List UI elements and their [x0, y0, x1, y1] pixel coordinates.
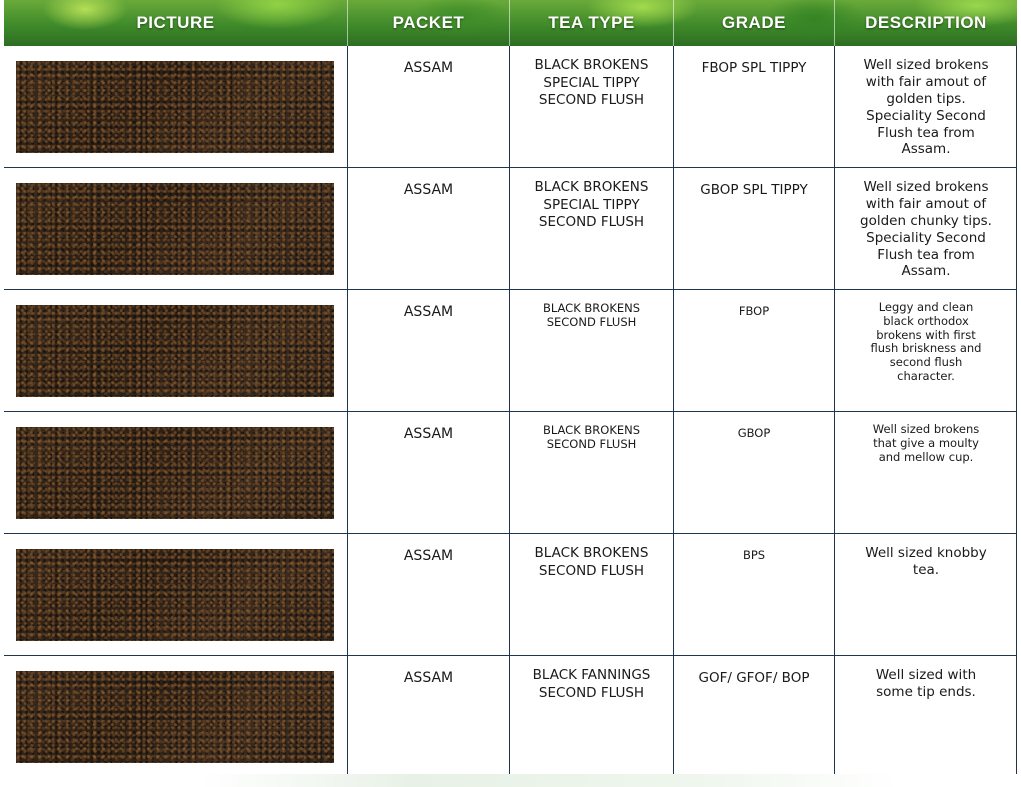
description-line: Well sized brokens — [872, 422, 980, 436]
grade-cell — [674, 670, 834, 687]
grade-value: GOF/ GFOF/ BOP — [698, 670, 810, 686]
grade-cell — [674, 548, 834, 562]
description-line: Well sized brokens — [863, 57, 989, 73]
table-header — [4, 0, 1017, 46]
tea-type-line: SECOND FLUSH — [538, 562, 645, 579]
tea-type-cell — [510, 423, 673, 452]
description-line: golden tips. — [886, 90, 966, 107]
packet-name: ASSAM — [403, 304, 454, 320]
description-line: with fair amout of — [865, 195, 987, 212]
tea-type-line: SECOND FLUSH — [546, 315, 637, 330]
description-cell — [835, 301, 1017, 384]
packet-name: ASSAM — [403, 182, 454, 198]
tea-leaf-image — [16, 671, 334, 763]
tea-type-line: SECOND FLUSH — [538, 214, 645, 231]
table-row — [4, 656, 1017, 778]
packet-name: ASSAM — [403, 670, 454, 686]
description-line: tea. — [912, 561, 940, 578]
grade-value: FBOP — [738, 304, 770, 318]
header-grade: GRADE — [722, 13, 786, 32]
description-line: brokens with first — [876, 327, 976, 342]
description-cell — [835, 57, 1017, 158]
grade-cell — [674, 182, 834, 199]
description-cell — [835, 179, 1017, 280]
description-line: Flush tea from — [877, 246, 975, 263]
description-line: second flush — [889, 355, 963, 370]
table-row — [4, 168, 1017, 290]
tea-type-cell — [510, 57, 673, 110]
tea-type-line: BLACK BROKENS — [534, 179, 649, 195]
grade-cell — [674, 304, 834, 318]
grade-cell — [674, 60, 834, 77]
tea-leaf-image — [16, 61, 334, 153]
description-line: Flush tea from — [877, 124, 975, 141]
packet-cell — [348, 426, 509, 444]
header-description: DESCRIPTION — [865, 13, 987, 32]
description-line: golden chunky tips. — [860, 212, 992, 229]
description-line: character. — [897, 368, 955, 383]
grade-value: GBOP — [737, 426, 771, 440]
description-line: that give a moulty — [873, 435, 979, 450]
table-row — [4, 412, 1017, 534]
tea-type-line: BLACK BROKENS — [542, 301, 641, 315]
tea-type-cell — [510, 301, 673, 330]
header-picture: PICTURE — [136, 13, 215, 32]
tea-type-line: SPECIAL TIPPY — [543, 196, 640, 213]
tea-leaf-image — [16, 305, 334, 397]
packet-cell — [348, 548, 509, 566]
packet-name: ASSAM — [403, 548, 454, 564]
packet-cell — [348, 670, 509, 688]
tea-leaf-image — [16, 549, 334, 641]
tea-type-line: SECOND FLUSH — [538, 92, 645, 109]
description-line: Well sized with — [875, 667, 977, 683]
grade-cell — [674, 426, 834, 440]
tea-type-line: BLACK BROKENS — [534, 57, 649, 73]
grade-value: GBOP SPL TIPPY — [700, 182, 808, 198]
packet-name: ASSAM — [403, 60, 454, 76]
grade-value: BPS — [742, 548, 766, 562]
leaf-watermark — [200, 774, 900, 787]
description-line: Assam. — [901, 141, 951, 158]
description-line: Well sized brokens — [863, 179, 989, 195]
description-line: some tip ends. — [876, 683, 976, 700]
description-line: Well sized knobby — [865, 545, 987, 561]
tea-type-line: BLACK BROKENS — [534, 545, 649, 561]
description-line: with fair amout of — [865, 73, 987, 90]
packet-cell — [348, 60, 509, 78]
description-line: flush briskness and — [870, 341, 982, 356]
tea-type-line: BLACK BROKENS — [542, 423, 641, 437]
tea-leaf-image — [16, 427, 334, 519]
tea-type-line: SECOND FLUSH — [546, 437, 637, 452]
packet-cell — [348, 182, 509, 200]
tea-type-cell — [510, 667, 673, 702]
header-packet: PACKET — [392, 13, 465, 32]
tea-type-line: SECOND FLUSH — [538, 684, 645, 701]
tea-type-line: BLACK FANNINGS — [532, 667, 651, 683]
description-cell — [835, 545, 1017, 579]
description-line: Leggy and clean — [878, 300, 974, 314]
tea-leaf-image — [16, 183, 334, 275]
header-tea-type: TEA TYPE — [548, 13, 635, 32]
tea-type-cell — [510, 545, 673, 580]
table-row — [4, 46, 1017, 168]
packet-cell — [348, 304, 509, 322]
tea-type-line: SPECIAL TIPPY — [543, 74, 640, 91]
table-row — [4, 290, 1017, 412]
table-row — [4, 534, 1017, 656]
packet-name: ASSAM — [403, 426, 454, 442]
description-cell — [835, 667, 1017, 701]
description-line: Assam. — [901, 263, 951, 280]
grade-value: FBOP SPL TIPPY — [701, 60, 807, 76]
description-line: Speciality Second — [866, 107, 986, 124]
tea-grade-table — [4, 0, 1017, 774]
description-cell — [835, 423, 1017, 464]
description-line: and mellow cup. — [878, 449, 974, 464]
description-line: Speciality Second — [866, 229, 986, 246]
description-line: black orthodox — [883, 313, 969, 328]
tea-type-cell — [510, 179, 673, 232]
